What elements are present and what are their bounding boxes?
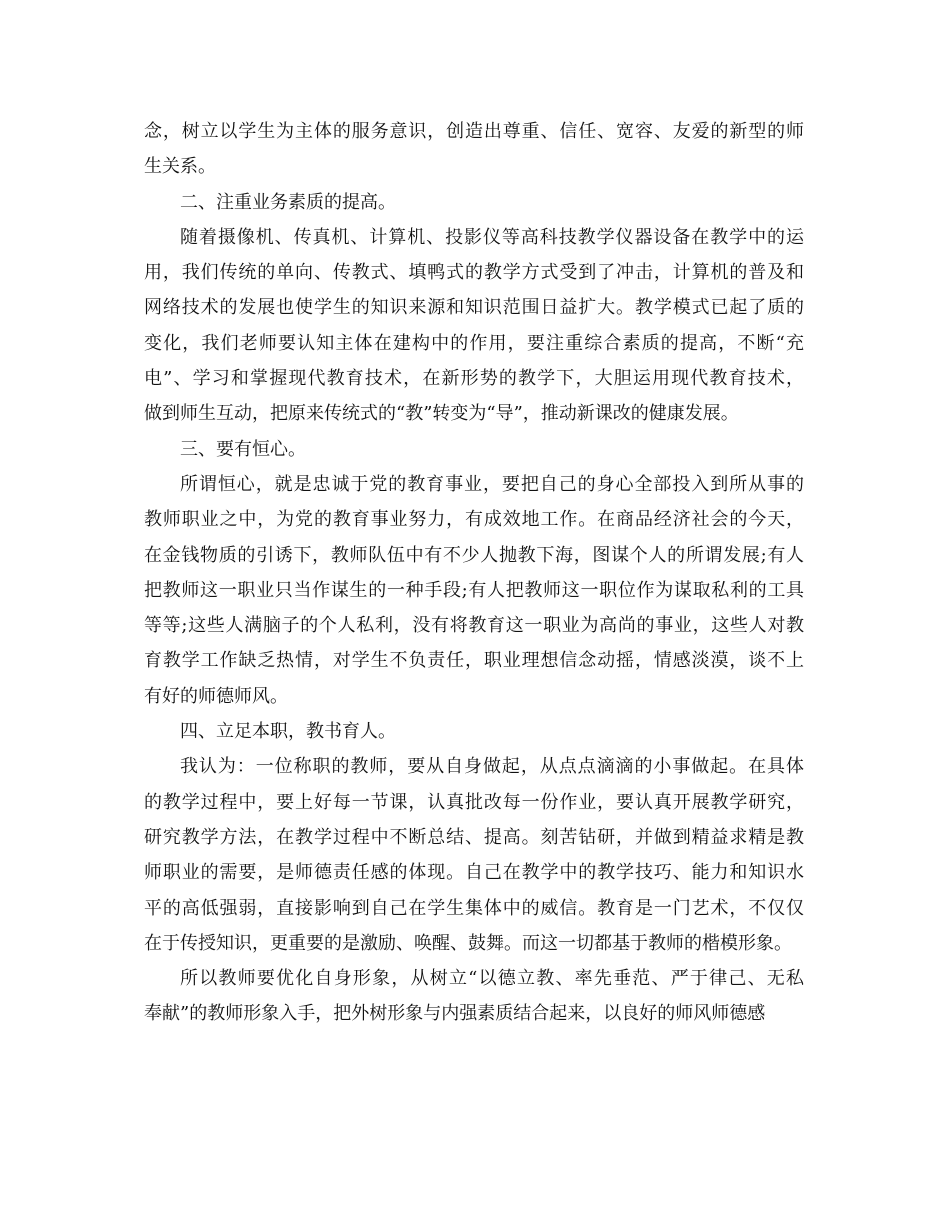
document-body <box>144 114 804 1032</box>
body-line: 的教学过程中，要上好每一节课，认真批改每一份作业，要认真开展教学研究， <box>144 791 804 813</box>
body-line: 所以教师要优化自身形象，从树立“以德立教、率先垂范、严于律己、无私 <box>180 968 804 990</box>
body-line: 生关系。 <box>144 156 216 178</box>
section-heading: 三、要有恒心。 <box>180 438 306 460</box>
body-line: 研究教学方法，在教学过程中不断总结、提高。刻苦钻研，并做到精益求精是教 <box>144 826 804 848</box>
body-line: 我认为：一位称职的教师，要从自身做起，从点点滴滴的小事做起。在具体 <box>180 756 804 778</box>
body-line: 所谓恒心，就是忠诚于党的教育事业，要把自己的身心全部投入到所从事的 <box>180 473 804 495</box>
body-line: 变化，我们老师要认知主体在建构中的作用，要注重综合素质的提高，不断“充 <box>144 332 804 354</box>
section-heading: 二、注重业务素质的提高。 <box>180 191 396 213</box>
body-line: 育教学工作缺乏热情，对学生不负责任，职业理想信念动摇，情感淡漠，谈不上 <box>144 650 804 672</box>
body-line: 在金钱物质的引诱下，教师队伍中有不少人抛教下海，图谋个人的所谓发展;有人 <box>144 544 804 566</box>
body-line: 网络技术的发展也使学生的知识来源和知识范围日益扩大。教学模式已起了质的 <box>144 297 804 319</box>
body-line: 用，我们传统的单向、传教式、填鸭式的教学方式受到了冲击，计算机的普及和 <box>144 262 804 284</box>
body-line: 把教师这一职业只当作谋生的一种手段;有人把教师这一职位作为谋取私利的工具 <box>144 579 804 601</box>
body-line: 念，树立以学生为主体的服务意识，创造出尊重、信任、宽容、友爱的新型的师 <box>144 121 804 142</box>
body-line: 电”、学习和掌握现代教育技术，在新形势的教学下，大胆运用现代教育技术， <box>144 368 804 390</box>
body-line: 等等;这些人满脑子的个人私利，没有将教育这一职业为高尚的事业，这些人对教 <box>144 615 804 637</box>
body-line: 有好的师德师风。 <box>144 685 288 707</box>
body-line: 做到师生互动，把原来传统式的“教”转变为“导”，推动新课改的健康发展。 <box>144 403 739 425</box>
body-line: 奉献”的教师形象入手，把外树形象与内强素质结合起来，以良好的师风师德感 <box>144 1003 766 1025</box>
body-line: 在于传授知识，更重要的是激励、唤醒、鼓舞。而这一切都基于教师的楷模形象。 <box>144 932 792 954</box>
section-heading: 四、立足本职，教书育人。 <box>180 721 396 743</box>
body-line: 师职业的需要，是师德责任感的体现。自己在教学中的教学技巧、能力和知识水 <box>144 862 804 884</box>
body-line: 随着摄像机、传真机、计算机、投影仪等高科技教学仪器设备在教学中的运 <box>180 226 804 248</box>
body-line: 教师职业之中，为党的教育事业努力，有成效地工作。在商品经济社会的今天， <box>144 509 804 531</box>
body-line: 平的高低强弱，直接影响到自己在学生集体中的威信。教育是一门艺术，不仅仅 <box>144 897 804 919</box>
